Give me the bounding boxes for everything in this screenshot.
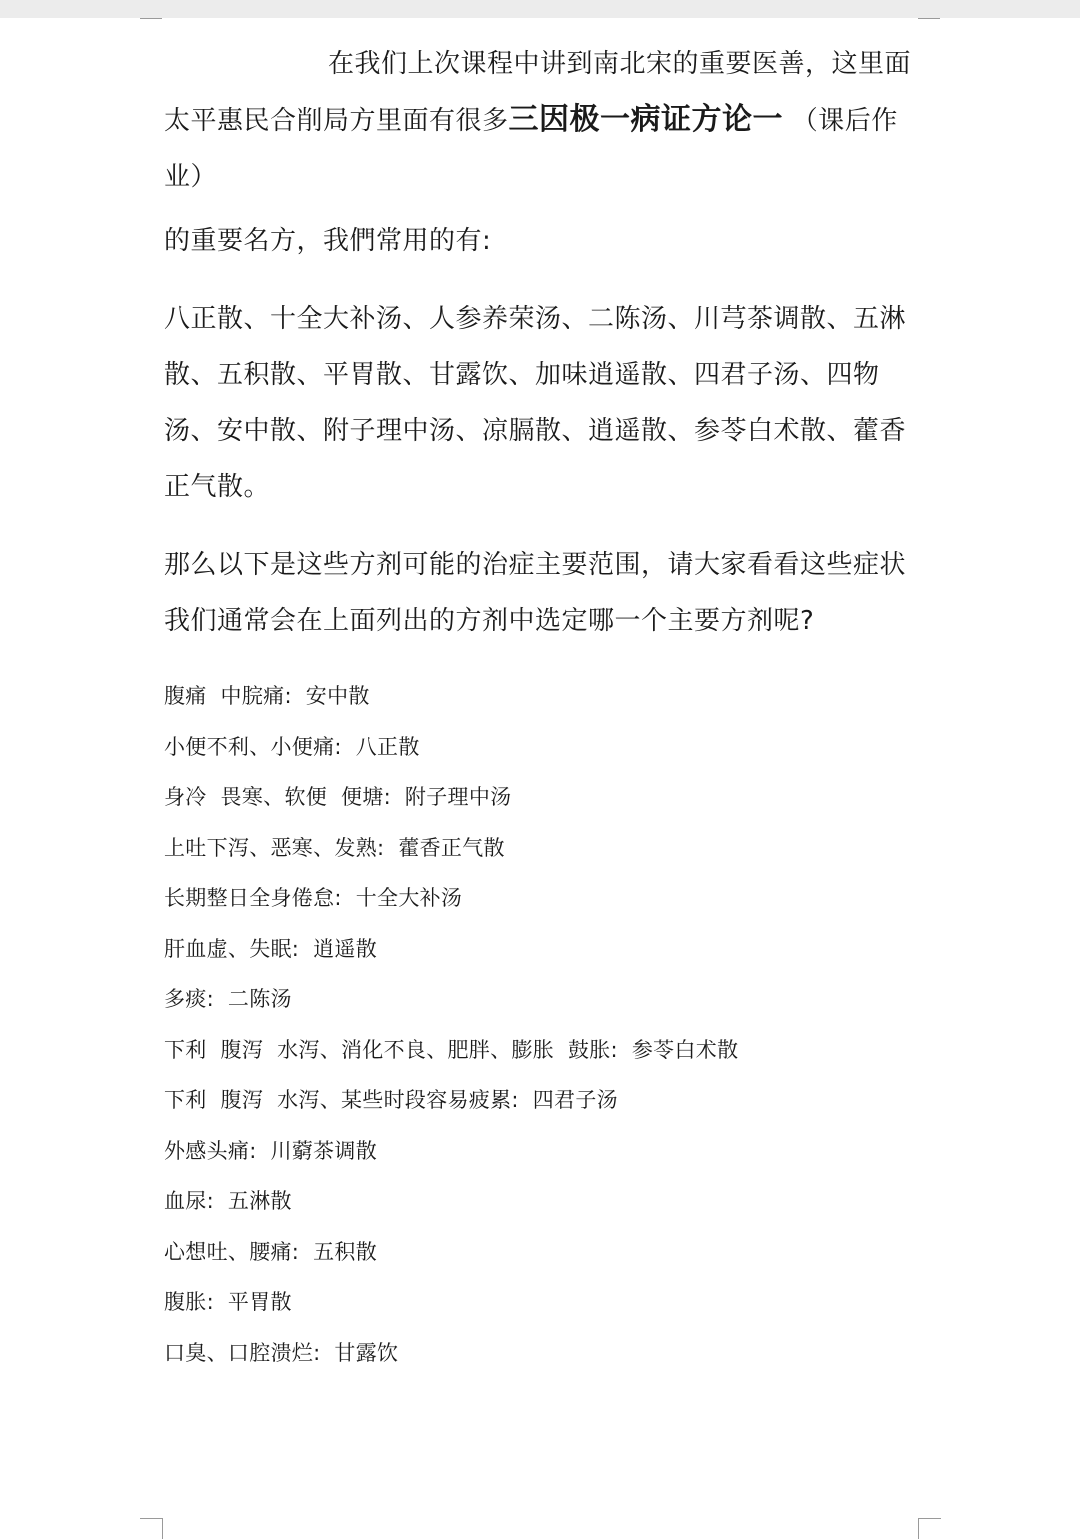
common-formulas-lead: 的重要名方，我們常用的有: <box>164 226 492 256</box>
list-item: 上吐下泻、恶寒、发熟: 藿香正气散 <box>164 835 505 860</box>
list-item: 多痰: 二陈汤 <box>164 987 292 1011</box>
homework-note: （课后作业） <box>164 106 898 192</box>
list-item: 小便不利、小便痛: 八正散 <box>164 734 420 759</box>
formula-list: 八正散、十全大补汤、人参养荣汤、二陈汤、川芎茶调散、五淋散、五积散、平胃散、甘露饮、加味逍遥散、四君子汤、四物汤、安中散、附子理中汤、凉膈散、逍遥散、参苓白术散、藿香正气散。 <box>164 304 907 502</box>
answer-list <box>164 671 920 1378</box>
question-paragraph: 那么以下是这些方剂可能的治症主要范围，请大家看看这些症状我们通常会在上面列出的方剂中选定哪一个主要方剂呢? <box>164 550 907 636</box>
list-item: 心想吐、腰痛: 五积散 <box>164 1239 378 1264</box>
list-item: 腹痛 中脘痛: 安中散 <box>164 684 370 708</box>
list-item: 肝血虚、失眠: 逍遥散 <box>164 936 378 961</box>
crop-mark-bottom-left <box>140 1518 163 1539</box>
intro-paragraph <box>164 36 920 205</box>
crop-mark-bottom-right <box>918 1518 941 1539</box>
list-item: 下利 腹泻 水泻、某些时段容易疲累: 四君子汤 <box>164 1088 618 1112</box>
list-item: 腹胀: 平胃散 <box>164 1290 292 1314</box>
list-item: 下利 腹泻 水泻、消化不良、肥胖、膨胀 鼓胀: 参苓白术散 <box>164 1037 739 1062</box>
list-item: 血尿: 五淋散 <box>164 1189 292 1213</box>
list-item: 口臭、口腔溃烂: 甘露饮 <box>164 1340 399 1365</box>
list-item: 身冷 畏寒、软便 便塘: 附子理中汤 <box>164 785 512 809</box>
crop-mark-top-right <box>918 18 940 20</box>
list-item: 长期整日全身倦怠: 十全大补汤 <box>164 886 463 910</box>
bold-book-title: 三因极一病证方论一 <box>508 102 784 137</box>
document-body <box>164 36 920 1378</box>
crop-mark-top-left <box>140 18 162 20</box>
list-item: 外感头痛: 川藭茶调散 <box>164 1138 378 1163</box>
top-margin-band <box>0 0 1080 18</box>
intro-text: 在我们上次课程中讲到南北宋的重要医善，这里面太平惠民合削局方里面有很多 <box>164 49 912 136</box>
